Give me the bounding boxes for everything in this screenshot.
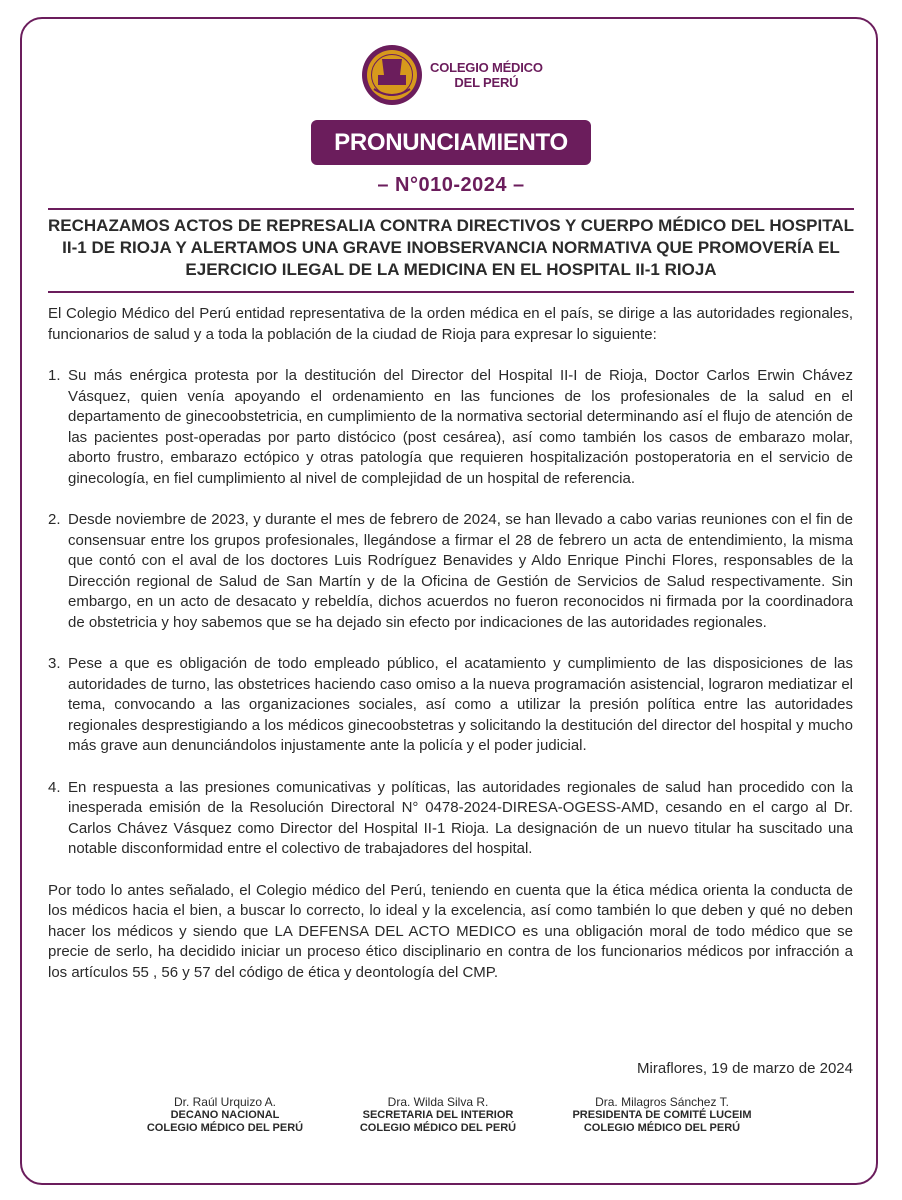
signer-role: SECRETARIA DEL INTERIOR bbox=[362, 1109, 514, 1121]
list-item-text: Pese a que es obligación de todo empleado público, el acatamiento y cumplimiento de las disposiciones de las autoridades de turno, las obstetrices haciendo caso omiso a la nueva programación asistencial, lograron mediatizar el tema, convocando a las organizaciones sociales, así como a utilizar la presión política entre las autoridades regionales desprestigiando a los médicos ginecoobstetras y solicitando la destitución del director del hospital y mucho más grave aun denunciándolos injustamente ante la policía y el poder judicial. bbox=[68, 655, 853, 754]
signature-block bbox=[125, 1096, 325, 1135]
closing-paragraph: Por todo lo antes señalado, el Colegio médico del Perú, teniendo en cuenta que la ética médica orienta la conducta de los médicos hacia el bien, a buscar lo correcto, lo ideal y la excelencia, así como también lo que deben y qué no deben hacer los médicos y siendo que LA DEFENSA DEL ACTO MEDICO es una obligación moral de todo médico que se precie de serlo, ha decidido iniciar un proceso ético disciplinario en contra de los funcionarios médicos por infracción a los artículos 55 , 56 y 57 del código de ética y deontología del CMP. bbox=[48, 881, 853, 981]
cmp-logo bbox=[360, 44, 543, 106]
signer-name: Dra. Milagros Sánchez T. bbox=[595, 1095, 729, 1109]
pronouncement-banner: PRONUNCIAMIENTO bbox=[311, 120, 591, 165]
signer-role: PRESIDENTA DE COMITÉ LUCEIM bbox=[572, 1109, 752, 1121]
list-item bbox=[48, 366, 853, 489]
cmp-seal-icon bbox=[360, 43, 424, 107]
list-item-number: 4. bbox=[48, 778, 61, 796]
list-item-number: 1. bbox=[48, 367, 61, 384]
list-item-text: En respuesta a las presiones comunicativas y políticas, las autoridades regionales de salud han procedido con la inesperada emisión de la Resolución Directoral N° 0478-2024-DIRESA-OGESS-AMD, cesando en el cargo al Dr. Carlos Chávez Vásquez como Director del Hospital II-1 Rioja. La designación de un nuevo titular ha suscitado una notable disconformidad entre el colectivo de trabajadores del hospital. bbox=[68, 778, 853, 857]
signer-org: COLEGIO MÉDICO DEL PERÚ bbox=[359, 1122, 517, 1134]
signature-block bbox=[338, 1096, 538, 1135]
top-divider bbox=[48, 208, 854, 210]
signer-name: Dra. Wilda Silva R. bbox=[387, 1095, 489, 1109]
signer-role: DECANO NACIONAL bbox=[170, 1109, 280, 1121]
signer-org: COLEGIO MÉDICO DEL PERÚ bbox=[583, 1122, 741, 1134]
logo-line-1: COLEGIO MÉDICO bbox=[430, 60, 543, 75]
list-item-number: 3. bbox=[48, 655, 61, 672]
headline: RECHAZAMOS ACTOS DE REPRESALIA CONTRA DIRECTIVOS Y CUERPO MÉDICO DEL HOSPITAL II-1 DE RIOJA Y ALERTAMOS UNA GRAVE INOBSERVANCIA NORMATIVA QUE PROMOVERÍA EL EJERCICIO ILEGAL DE LA MEDICINA EN EL HOSPITAL II-1 RIOJA bbox=[48, 216, 854, 279]
list-item-number: 2. bbox=[48, 511, 61, 528]
list-item bbox=[48, 654, 853, 757]
signature-block bbox=[562, 1096, 762, 1135]
signer-name: Dr. Raúl Urquizo A. bbox=[173, 1095, 277, 1109]
document-number: – N°010-2024 – bbox=[377, 174, 525, 196]
logo-line-2: DEL PERÚ bbox=[454, 75, 519, 90]
intro-paragraph: El Colegio Médico del Perú entidad representativa de la orden médica en el país, se dirige a las autoridades regionales, funcionarios de salud y a toda la población de la ciudad de Rioja para expresar lo siguiente: bbox=[48, 305, 853, 343]
bottom-divider bbox=[48, 291, 854, 293]
signer-org: COLEGIO MÉDICO DEL PERÚ bbox=[146, 1122, 304, 1134]
place-date: Miraflores, 19 de marzo de 2024 bbox=[637, 1060, 853, 1077]
document-body bbox=[48, 304, 853, 983]
list-item-text: Desde noviembre de 2023, y durante el mes de febrero de 2024, se han llevado a cabo varias reuniones con el fin de consensuar entre los grupos profesionales, llegándose a firmar el 28 de febrero un acta de entendimiento, la misma que contó con el aval de los doctores Luis Rodríguez Benavides y Aldo Enrique Pinchi Flores, responsables de la Dirección regional de Salud de San Martín y de la Oficina de Gestión de Servicios de Salud respectivamente. Sin embargo, en un acto de desacato y rebeldía, dichos acuerdos no fueron reconocidos ni firmada por la coordinadora de obstetricia y hoy sabemos que se ha dejado sin efecto por indicaciones de las autoridades regionales. bbox=[68, 511, 853, 631]
list-item bbox=[48, 510, 853, 633]
list-item-text: Su más enérgica protesta por la destitución del Director del Hospital II-I de Rioja, Doctor Carlos Erwin Chávez Vásquez, quien venía apoyando el ordenamiento en las funciones de los profesionales de la salud en el departamento de ginecoobstetricia, en cumplimiento de la normativa sectorial determinando así el flujo de atención de las pacientes post-operadas por parto distócico (post cesárea), así como también los casos de embarazo molar, aborto frustro, embarazo ectópico y otras patología que requieren hospitalización postoperatoria en el servicio de ginecología, en fiel cumplimiento al nivel de complejidad de un hospital de referencia. bbox=[68, 367, 853, 487]
list-item bbox=[48, 778, 853, 860]
